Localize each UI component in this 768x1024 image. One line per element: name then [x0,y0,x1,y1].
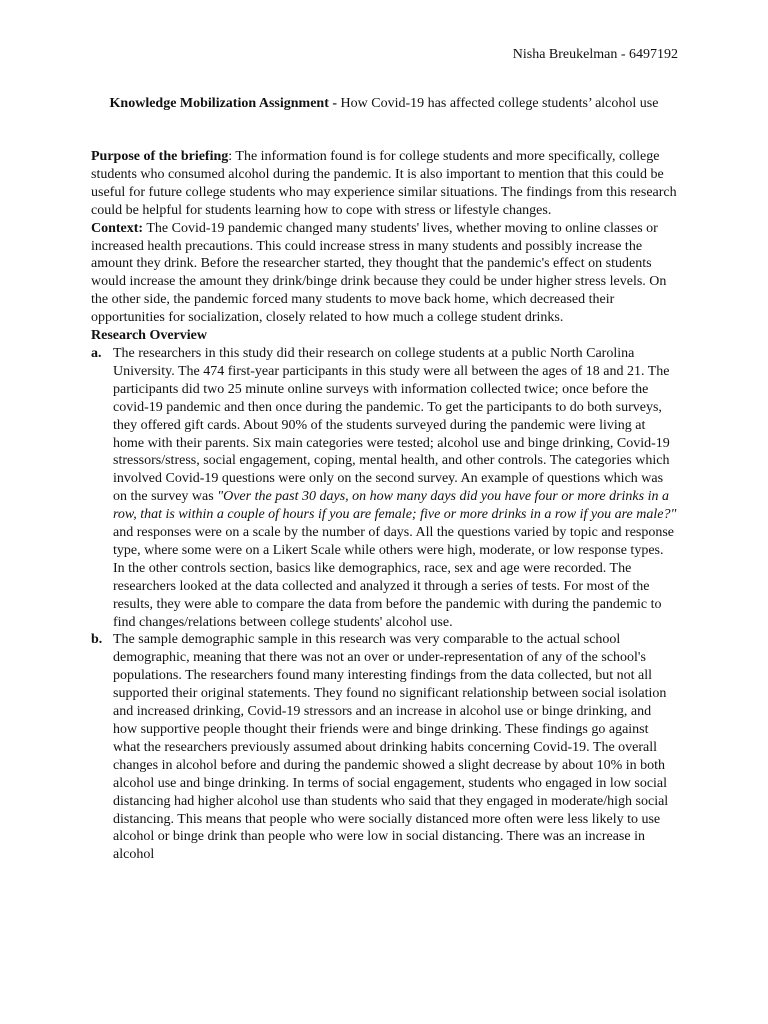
item-a-text-2: and responses were on a scale by the number of days. All the questions varied by topic and response type, where some were on a Likert Scale while others were high, moderate, or low response types. In the other controls section, basics like demographics, race, sex and age were recorded. The researchers looked at the data collected and analyzed it through a series of tests. For most of the results, they were able to compare the data from before the pandemic with during the pandemic to find changes/relations between college students' alcohol use. [113,525,675,630]
context-paragraph [91,220,677,327]
item-b-text: The sample demographic sample in this research was very comparable to the actual school demographic, meaning that there was not an over or under-representation of any of the school's populations. The researchers found many interesting findings from the data collected, but not all supported their original statements. They found no significant relationship between social isolation and increased drinking, Covid-19 stressors and an increase in alcohol use or binge drinking, and how supportive people thought their friends were and binge drinking. These findings go against what the researchers previously assumed about drinking habits concerning Covid-19. The overall changes in alcohol before and during the pandemic showed a slight decrease by about 10% in both alcohol use and binge drinking. In terms of social engagement, students who engaged in low social distancing had higher alcohol use than students who said that they engaged in moderate/high social distancing. This means that people who were socially distanced more often were less likely to use alcohol or binge drink than people who were low in social distancing. There was an increase in alcohol [113,632,669,863]
context-label: Context: [91,220,144,236]
research-overview-heading: Research Overview [91,328,207,344]
item-a-quote: "Over the past 30 days, on how many days did you have four or more drinks in a row, that is within a couple of hours if you are female; five or more drinks in a row if you are male?" [113,489,677,523]
title-rest: How Covid-19 has affected college students’ alcohol use [340,96,659,111]
list-item-b [91,631,677,864]
list-marker-a: a. [91,345,102,361]
list-item-a [91,345,677,632]
document-title [92,95,676,113]
document-body [91,148,677,864]
title-bold: Knowledge Mobilization Assignment - [109,96,341,111]
item-a-text-1: The researchers in this study did their research on college students at a public North Carolina University. The 474 first-year participants in this study were all between the ages of 18 and 21. The participants did two 25 minute online surveys with information collected twice; once before the covid-19 pandemic and then once during the pandemic. To get the participants to do both surveys, they offered gift cards. About 90% of the students surveyed during the pandemic were living at home with their parents. Six main categories were tested; alcohol use and binge drinking, Covid-19 stressors/stress, social engagement, coping, mental health, and other controls. The categories which involved Covid-19 questions were only on the second survey. An example of questions which was on the survey was [113,345,670,505]
purpose-paragraph [91,148,677,220]
list-marker-b: b. [91,632,103,648]
purpose-text: : The information found is for college students and more specifically, college students who consumed alcohol during the pandemic. It is also important to mention that this could be useful for future college students who may experience similar situations. The findings from this research could be helpful for students learning how to cope with stress or lifestyle changes. [91,149,677,218]
purpose-label: Purpose of the briefing [91,149,229,164]
context-text: The Covid-19 pandemic changed many students' lives, whether moving to online classes or increased health precautions. This could increase stress in many students and possibly increase the amount they drink. Before the researcher started, they thought that the pandemic's effect on students would increase the amount they drink/binge drink because they could be under higher stress levels. On the other side, the pandemic forced many students to move back home, which decreased their opportunities for socialization, closely related to how much a college student drinks. [91,220,667,326]
author-header: Nisha Breukelman - 6497192 [512,47,678,62]
